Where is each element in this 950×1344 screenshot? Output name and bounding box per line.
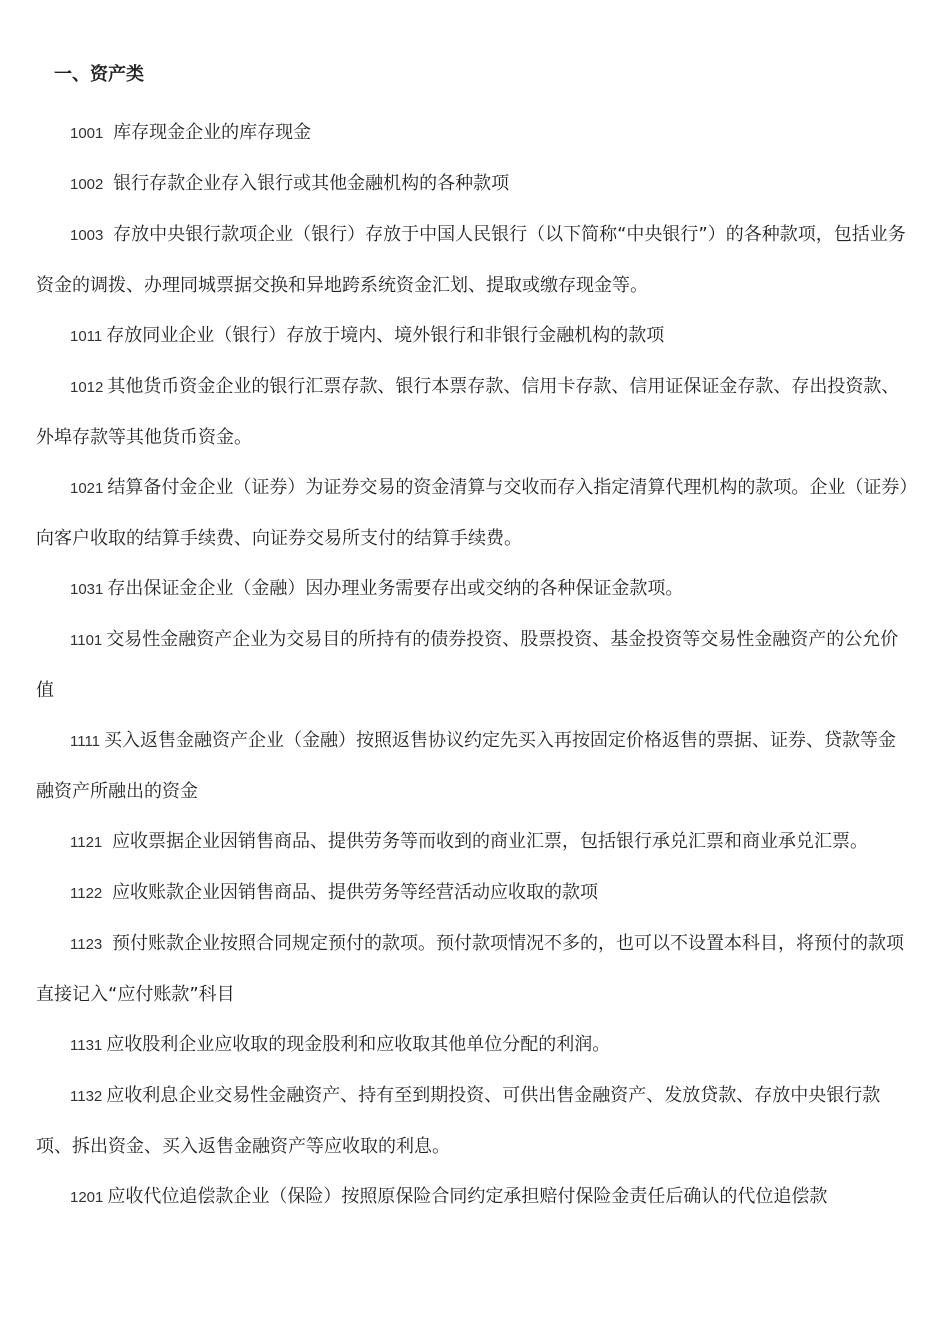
account-description: 结算备付金企业（证券）为证券交易的资金清算与交收而存入指定清算代理机构的款项。企业（证券）向客户收取的结算手续费、向证券交易所支付的结算手续费。 xyxy=(36,477,909,549)
account-description: 应收账款企业因销售商品、提供劳务等经营活动应收取的款项 xyxy=(106,882,598,903)
account-entry xyxy=(36,1172,912,1223)
account-entry xyxy=(36,1020,912,1071)
account-entry xyxy=(36,868,912,919)
account-code: 1132 xyxy=(70,1088,103,1105)
account-entry xyxy=(36,463,912,564)
account-code: 1003 xyxy=(70,227,104,244)
account-entry xyxy=(36,210,912,311)
account-description: 银行存款企业存入银行或其他金融机构的各种款项 xyxy=(107,173,510,194)
account-code: 1111 xyxy=(70,733,101,750)
account-entry xyxy=(36,716,912,817)
account-code: 1001 xyxy=(70,125,104,142)
account-description: 存放中央银行款项企业（银行）存放于中国人民银行（以下简称“中央银行”）的各种款项，包括业务资金的调拨、办理同城票据交换和异地跨系统资金汇划、提取或缴存现金等。 xyxy=(36,224,906,296)
account-description: 其他货币资金企业的银行汇票存款、银行本票存款、信用卡存款、信用证保证金存款、存出投资款、外埠存款等其他货币资金。 xyxy=(36,376,900,448)
account-entry xyxy=(36,362,912,463)
account-description: 存出保证金企业（金融）因办理业务需要存出或交纳的各种保证金款项。 xyxy=(107,578,684,599)
account-code: 1131 xyxy=(70,1037,103,1054)
account-entry xyxy=(36,919,912,1020)
account-code: 1012 xyxy=(70,379,104,396)
account-description: 存放同业企业（银行）存放于境内、境外银行和非银行金融机构的款项 xyxy=(106,325,665,346)
account-entry xyxy=(36,817,912,868)
account-description: 应收代位追偿款企业（保险）按照原保险合同约定承担赔付保险金责任后确认的代位追偿款 xyxy=(107,1186,828,1207)
account-entry xyxy=(36,311,912,362)
account-description: 买入返售金融资产企业（金融）按照返售协议约定先买入再按固定价格返售的票据、证券、贷款等金融资产所融出的资金 xyxy=(36,730,897,802)
account-entry xyxy=(36,1071,912,1172)
section-title: 一、资产类 xyxy=(54,64,144,85)
account-code: 1121 xyxy=(70,834,103,851)
account-code: 1201 xyxy=(70,1189,104,1206)
account-description: 应收利息企业交易性金融资产、持有至到期投资、可供出售金融资产、发放贷款、存放中央银行款项、拆出资金、买入返售金融资产等应收取的利息。 xyxy=(36,1085,881,1157)
account-code: 1021 xyxy=(70,480,104,497)
account-code: 1002 xyxy=(70,176,104,193)
account-description: 交易性金融资产企业为交易目的所持有的债券投资、股票投资、基金投资等交易性金融资产的公允价值 xyxy=(36,629,899,701)
account-description: 应收股利企业应收取的现金股利和应收取其他单位分配的利润。 xyxy=(106,1034,611,1055)
account-entry-list xyxy=(36,108,912,1223)
account-entry xyxy=(36,615,912,716)
account-code: 1031 xyxy=(70,581,104,598)
account-entry xyxy=(36,159,912,210)
account-code: 1122 xyxy=(70,885,103,902)
account-entry xyxy=(36,564,912,615)
account-entry xyxy=(36,108,912,159)
account-description: 预付账款企业按照合同规定预付的款项。预付款项情况不多的，也可以不设置本科目，将预付的款项直接记入“应付账款”科目 xyxy=(36,933,904,1005)
account-code: 1123 xyxy=(70,936,103,953)
account-code: 1101 xyxy=(70,632,103,649)
account-description: 库存现金企业的库存现金 xyxy=(107,122,312,143)
account-description: 应收票据企业因销售商品、提供劳务等而收到的商业汇票，包括银行承兑汇票和商业承兑汇票。 xyxy=(106,831,868,852)
account-code: 1011 xyxy=(70,328,103,345)
